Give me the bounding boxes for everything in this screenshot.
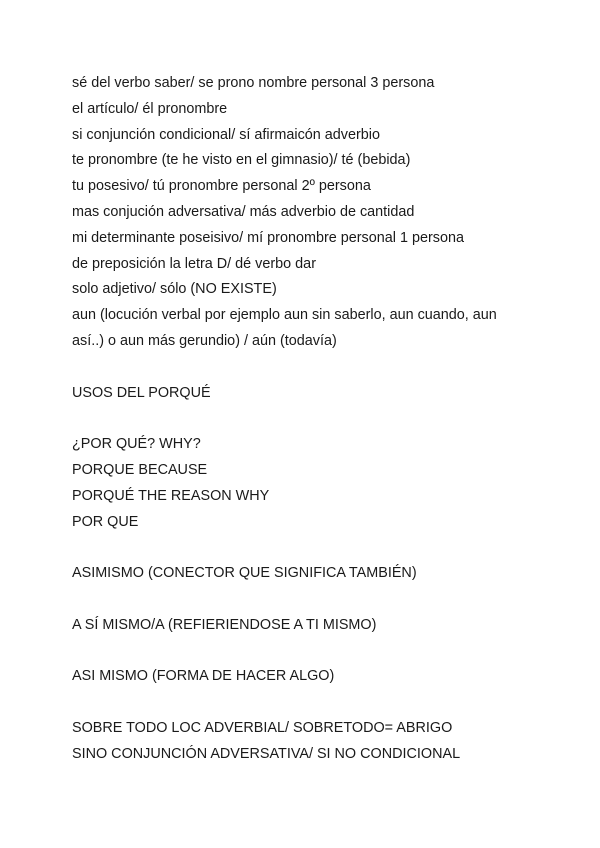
text-line: de preposición la letra D/ dé verbo dar [72, 255, 316, 272]
text-line: PORQUÉ THE REASON WHY [72, 487, 270, 504]
text-line: solo adjetivo/ sólo (NO EXISTE) [72, 281, 277, 298]
text-line: ¿POR QUÉ? WHY? [72, 436, 201, 453]
blank-line [72, 355, 542, 381]
text-line: mas conjución adversativa/ más adverbio de cantidad [72, 203, 415, 220]
document-body [72, 71, 542, 768]
section-heading: USOS DEL PORQUÉ [72, 384, 211, 401]
blank-line [72, 535, 542, 561]
text-line: SINO CONJUNCIÓN ADVERSATIVA/ SI NO CONDICIONAL [72, 745, 461, 762]
blank-line [72, 587, 542, 613]
text-line: A SÍ MISMO/A (REFIERIENDOSE A TI MISMO) [72, 616, 377, 633]
text-line: sé del verbo saber/ se prono nombre personal 3 persona [72, 75, 435, 91]
text-line: tu posesivo/ tú pronombre personal 2º persona [72, 178, 371, 195]
text-line: POR QUE [72, 513, 139, 530]
text-line: te pronombre (te he visto en el gimnasio)/ té (bebida) [72, 152, 411, 169]
text-line: el artículo/ él pronombre [72, 100, 228, 117]
blank-line [72, 406, 542, 432]
text-line: mi determinante poseisivo/ mí pronombre personal 1 persona [72, 229, 464, 246]
blank-line [72, 690, 542, 716]
text-line: SOBRE TODO LOC ADVERBIAL/ SOBRETODO= ABRIGO [72, 719, 453, 736]
text-line: PORQUE BECAUSE [72, 461, 208, 478]
text-line: así..) o aun más gerundio) / aún (todavía) [72, 332, 337, 349]
text-line: si conjunción condicional/ sí afirmaicón adverbio [72, 126, 380, 143]
text-line: ASIMISMO (CONECTOR QUE SIGNIFICA TAMBIÉN) [72, 565, 417, 582]
text-line: ASI MISMO (FORMA DE HACER ALGO) [72, 668, 335, 685]
blank-line [72, 639, 542, 665]
text-line: aun (locución verbal por ejemplo aun sin saberlo, aun cuando, aun [72, 307, 497, 324]
